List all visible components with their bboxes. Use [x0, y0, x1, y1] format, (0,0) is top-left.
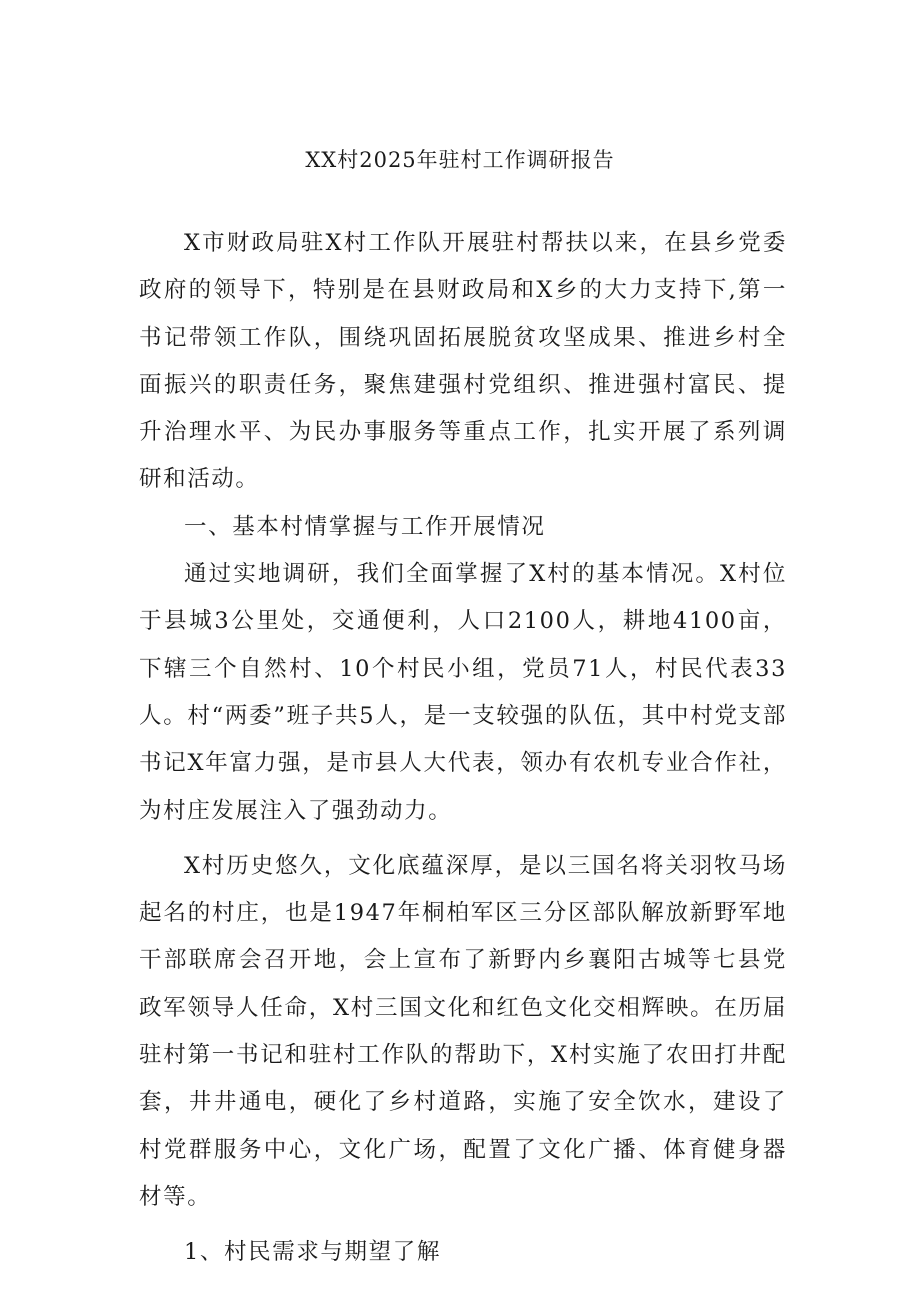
- village-history-paragraph: X村历史悠久，文化底蕴深厚，是以三国名将关羽牧马场起名的村庄，也是1947年桐柏军区三分区部队解放新野军地干部联席会召开地，会上宣布了新野内乡襄阳古城等七县党政军领导人任命，X村三国文化和红色文化交相辉映。在历届驻村第一书记和驻村工作队的帮助下，X村实施了农田打井配套，井井通电，硬化了乡村道路，实施了安全饮水，建设了村党群服务中心，文化广场，配置了文化广播、体育健身器材等。: [139, 852, 787, 1210]
- document-body: [139, 220, 787, 1277]
- subsection-heading-1: 1、村民需求与期望了解: [184, 1239, 441, 1266]
- section-heading-1: 一、基本村情掌握与工作开展情况: [184, 513, 546, 540]
- village-basic-info-paragraph: 通过实地调研，我们全面掌握了X村的基本情况。X村位于县城3公里处，交通便利，人口2100人，耕地4100亩，下辖三个自然村、10个村民小组，党员71人，村民代表33人。村“两委”班子共5人，是一支较强的队伍，其中村党支部书记X年富力强，是市县人大代表，领办有农机专业合作社，为村庄发展注入了强劲动力。: [139, 561, 787, 824]
- document-title: XX村2025年驻村工作调研报告: [305, 148, 615, 172]
- intro-paragraph: X市财政局驻X村工作队开展驻村帮扶以来，在县乡党委政府的领导下，特别是在县财政局和X乡的大力支持下,第一书记带领工作队，围绕巩固拓展脱贫攻坚成果、推进乡村全面振兴的职责任务，聚焦建强村党组织、推进强村富民、提升治理水平、为民办事服务等重点工作，扎实开展了系列调研和活动。: [139, 230, 787, 493]
